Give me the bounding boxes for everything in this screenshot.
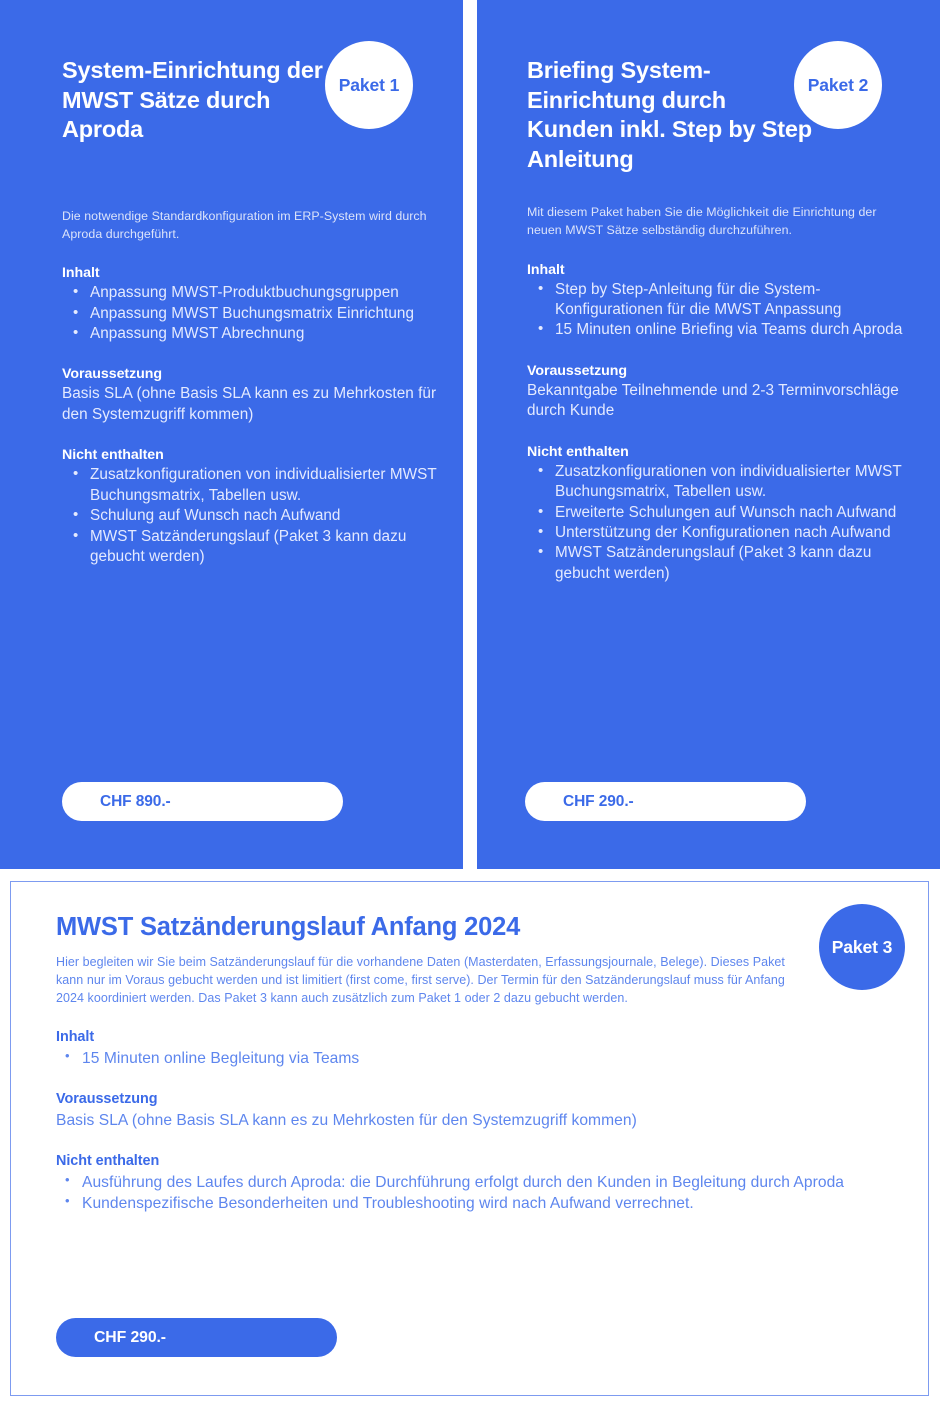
section-inhalt-1 (62, 265, 439, 344)
section-list (62, 465, 439, 567)
section-heading: Voraussetzung (527, 362, 627, 379)
section-heading: Voraussetzung (56, 1091, 158, 1108)
package-card-2-content (477, 0, 940, 869)
page-title: System-Einrichtung der MWST Sätze durch Aproda (62, 57, 323, 143)
section-heading: Inhalt (527, 261, 565, 278)
section-heading: Nicht enthalten (56, 1153, 160, 1170)
package-card-3-description: Hier begleiten wir Sie beim Satzänderungslauf für die vorhandene Daten (Masterdaten, Erfassungsjournale, Belege). Dieses Paket kann nur im Voraus gebucht werden und ist limitiert (first come, first serve). Der Termin für den Satzänderungslauf muss für Anfang 2024 koordiniert werden. Das Paket 3 kann auch zusätzlich zum Paket 1 oder 2 dazu gebucht werden. (56, 954, 785, 1005)
list-item: • Anpassung MWST Abrechnung (62, 324, 439, 344)
list-item: • MWST Satzänderungslauf (Paket 3 kann dazu gebucht werden) (527, 543, 916, 584)
list-item: • Zusatzkonfigurationen von individualisierter MWST Buchungsmatrix, Tabellen usw. (527, 462, 916, 503)
package-card-2[interactable] (477, 0, 940, 869)
package-card-1-content (0, 0, 463, 869)
section-inhalt-2 (527, 262, 916, 341)
list-item: • Anpassung MWST-Produktbuchungsgruppen (62, 283, 439, 303)
section-inhalt-3 (56, 1029, 888, 1069)
section-text: Basis SLA (ohne Basis SLA kann es zu Mehrkosten für den Systemzugriff kommen) (62, 385, 437, 423)
section-voraussetzung-2 (527, 363, 916, 422)
package-card-2-header (527, 56, 916, 174)
status-badge: Paket 3 (819, 904, 905, 990)
list-item: • 15 Minuten online Briefing via Teams durch Aproda (527, 320, 916, 340)
list-item: • Erweiterte Schulungen auf Wunsch nach Aufwand (527, 503, 916, 523)
section-list (56, 1048, 888, 1069)
section-heading: Inhalt (62, 265, 100, 282)
section-text: Basis SLA (ohne Basis SLA kann es zu Mehrkosten für den Systemzugriff kommen) (56, 1112, 637, 1130)
list-item: • Zusatzkonfigurationen von individualisierter MWST Buchungsmatrix, Tabellen usw. (62, 465, 439, 506)
list-item: • Schulung auf Wunsch nach Aufwand (62, 506, 439, 526)
package-card-3[interactable] (10, 881, 929, 1396)
list-item: • Kundenspezifische Besonderheiten und Troubleshooting wird nach Aufwand verrechnet. (56, 1193, 856, 1214)
package-card-1-description: Die notwendige Standardkonfiguration im ERP-System wird durch Aproda durchgeführt. (62, 209, 427, 241)
section-list (527, 280, 916, 341)
list-item: • 15 Minuten online Begleitung via Teams (56, 1048, 856, 1069)
status-badge: Paket 1 (325, 41, 413, 129)
page-title: Briefing System-Einrichtung durch Kunden inkl. Step by Step Anleitung (527, 57, 812, 172)
section-list (56, 1172, 888, 1214)
section-heading: Nicht enthalten (62, 447, 164, 464)
price-button[interactable]: CHF 290.- (525, 782, 806, 821)
section-heading: Nicht enthalten (527, 443, 629, 460)
section-nicht-enthalten-3 (56, 1153, 888, 1214)
list-item: • Anpassung MWST Buchungsmatrix Einrichtung (62, 304, 439, 324)
section-voraussetzung-1 (62, 366, 439, 425)
list-item: • Ausführung des Laufes durch Aproda: die Durchführung erfolgt durch den Kunden in Begleitung durch Aproda (56, 1172, 856, 1193)
section-voraussetzung-3 (56, 1091, 888, 1131)
status-badge: Paket 2 (794, 41, 882, 129)
section-nicht-enthalten-1 (62, 447, 439, 567)
package-card-2-description: Mit diesem Paket haben Sie die Möglichkeit die Einrichtung der neuen MWST Sätze selbständig durchzuführen. (527, 205, 877, 238)
list-item: • Step by Step-Anleitung für die System-Konfigurationen für die MWST Anpassung (527, 280, 916, 321)
page-title: MWST Satzänderungslauf Anfang 2024 (56, 913, 521, 941)
package-card-1-header (62, 56, 439, 156)
list-item: • Unterstützung der Konfigurationen nach Aufwand (527, 523, 916, 543)
price-button[interactable]: CHF 290.- (56, 1318, 337, 1357)
section-heading: Voraussetzung (62, 366, 162, 383)
package-card-3-content (11, 882, 928, 1395)
section-nicht-enthalten-2 (527, 444, 916, 584)
section-list (62, 283, 439, 344)
section-list (527, 462, 916, 584)
price-button[interactable]: CHF 890.- (62, 782, 343, 821)
section-text: Bekanntgabe Teilnehmende und 2-3 Terminvorschläge durch Kunde (527, 381, 899, 420)
list-item: • MWST Satzänderungslauf (Paket 3 kann dazu gebucht werden) (62, 527, 439, 568)
package-card-1[interactable] (0, 0, 463, 869)
section-heading: Inhalt (56, 1028, 95, 1045)
